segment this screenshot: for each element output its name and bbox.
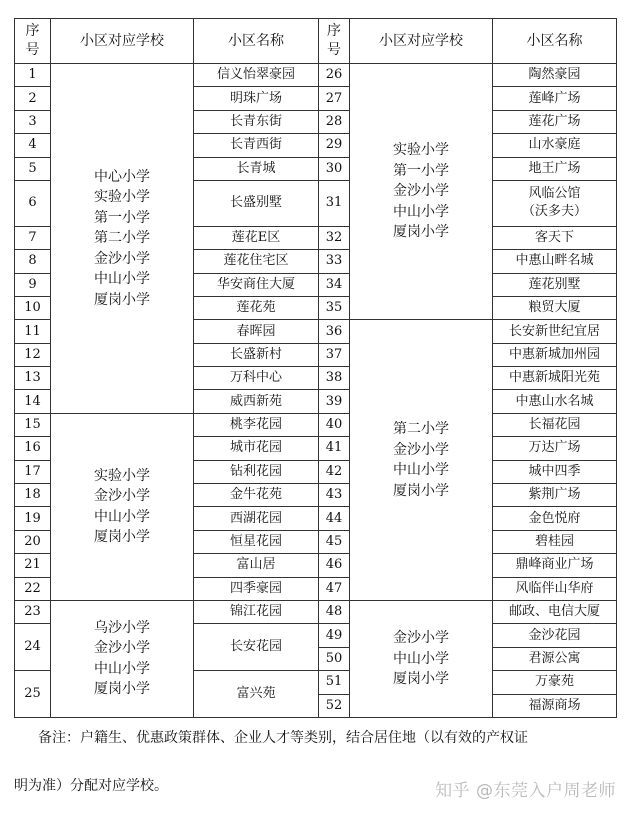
table-row [15, 413, 617, 436]
community-name: 长青城 [194, 157, 319, 180]
community-name: 长青东街 [194, 110, 319, 133]
row-number: 37 [319, 343, 350, 366]
community-name [493, 647, 617, 670]
community-name [493, 601, 617, 624]
footnote-line-1: 备注：户籍生、优惠政策群体、企业人才等类别，结合居住地（以有效的产权证 [38, 730, 528, 746]
school-name: 金沙小学 [393, 183, 449, 200]
table-body [15, 64, 617, 718]
row-number: 34 [319, 273, 350, 296]
row-number: 8 [15, 250, 51, 273]
row-number: 16 [15, 437, 51, 460]
footnote-line-2: 明为准）分配对应学校。 [14, 778, 168, 794]
row-number: 22 [15, 577, 51, 600]
community-name-text: 长福花园 [528, 417, 581, 433]
row-number: 47 [319, 577, 350, 600]
community-name [493, 64, 617, 87]
community-name [493, 367, 617, 390]
table-row [15, 601, 617, 624]
row-number: 11 [15, 320, 51, 343]
community-name [493, 437, 617, 460]
school-name: 厦岗小学 [94, 291, 150, 308]
community-name: 万科中心 [194, 367, 319, 390]
row-number: 10 [15, 296, 51, 319]
school-name: 中山小学 [393, 203, 449, 220]
header-school: 小区对应学校 [350, 19, 493, 64]
community-name: 华安商住大厦 [194, 273, 319, 296]
community-name: 明珠广场 [194, 87, 319, 110]
community-name: 莲花E区 [194, 226, 319, 249]
row-number: 21 [15, 554, 51, 577]
row-number: 49 [319, 624, 350, 647]
row-number: 45 [319, 530, 350, 553]
community-name-text: 鼎峰商业广场 [515, 557, 594, 573]
school-name: 厦岗小学 [393, 482, 449, 499]
row-number: 30 [319, 157, 350, 180]
community-name: 富兴苑 [194, 671, 319, 718]
community-name-text: 中惠山畔名城 [515, 253, 594, 269]
school-group [51, 64, 194, 414]
community-name: 锦江花园 [194, 601, 319, 624]
community-name [493, 343, 617, 366]
row-number: 40 [319, 413, 350, 436]
community-name [493, 250, 617, 273]
community-name-text: 莲峰广场 [528, 90, 581, 106]
school-name: 乌沙小学 [94, 619, 150, 636]
community-name [493, 577, 617, 600]
community-name-text: 邮政、电信大厦 [508, 604, 600, 620]
community-name [493, 413, 617, 436]
community-name [493, 296, 617, 319]
community-name [493, 180, 617, 226]
row-number: 4 [15, 134, 51, 157]
row-number: 29 [319, 134, 350, 157]
school-name: 第一小学 [94, 209, 150, 226]
school-name: 第一小学 [393, 162, 449, 179]
school-name: 第二小学 [393, 421, 449, 438]
community-name: 金牛花苑 [194, 484, 319, 507]
row-number: 6 [15, 180, 51, 226]
row-number: 38 [319, 367, 350, 390]
row-number: 9 [15, 273, 51, 296]
school-name: 厦岗小学 [94, 681, 150, 698]
header-community: 小区名称 [493, 19, 617, 64]
community-name-text: 风临伴山华府 [515, 580, 594, 596]
row-number: 44 [319, 507, 350, 530]
row-number: 17 [15, 460, 51, 483]
row-number: 42 [319, 460, 350, 483]
school-group [350, 320, 493, 601]
header-community: 小区名称 [194, 19, 319, 64]
community-name-text: 长安新世纪宜居 [508, 323, 600, 339]
row-number: 31 [319, 180, 350, 226]
header-index: 序 号 [319, 19, 350, 64]
school-name: 金沙小学 [94, 640, 150, 657]
community-name [493, 484, 617, 507]
community-name: 长盛新村 [194, 343, 319, 366]
community-name-text: 粮贸大厦 [528, 300, 581, 316]
row-number: 12 [15, 343, 51, 366]
header-index: 序 号 [15, 19, 51, 64]
school-group [350, 64, 493, 320]
table-row [15, 64, 617, 87]
community-name: 四季豪园 [194, 577, 319, 600]
row-number: 35 [319, 296, 350, 319]
community-name-text: 莲花广场 [528, 113, 581, 129]
school-name: 金沙小学 [393, 630, 449, 647]
school-name: 厦岗小学 [94, 529, 150, 546]
school-name: 中山小学 [393, 650, 449, 667]
row-number: 26 [319, 64, 350, 87]
row-number: 7 [15, 226, 51, 249]
community-name-text: 万达广场 [528, 440, 581, 456]
community-name: 长盛别墅 [194, 180, 319, 226]
community-name: 西湖花园 [194, 507, 319, 530]
community-name [493, 157, 617, 180]
community-name-text: 城中四季 [528, 463, 581, 479]
community-name-text: 陶然豪园 [528, 67, 581, 83]
community-name: 长青西街 [194, 134, 319, 157]
row-number: 5 [15, 157, 51, 180]
school-name: 中心小学 [94, 168, 150, 185]
row-number: 28 [319, 110, 350, 133]
community-name: 城市花园 [194, 437, 319, 460]
community-name [493, 390, 617, 413]
row-number: 51 [319, 671, 350, 694]
school-group [350, 601, 493, 718]
community-name: 信义怡翠豪园 [194, 64, 319, 87]
school-name: 厦岗小学 [393, 224, 449, 241]
community-name-text: 中惠新城加州园 [508, 346, 600, 362]
row-number: 46 [319, 554, 350, 577]
community-name [493, 320, 617, 343]
row-number: 48 [319, 601, 350, 624]
school-name: 金沙小学 [94, 488, 150, 505]
row-number: 3 [15, 110, 51, 133]
community-name [493, 110, 617, 133]
community-name-text: 风临公馆 [528, 186, 581, 202]
community-name: 长安花园 [194, 624, 319, 671]
row-number: 27 [319, 87, 350, 110]
table-header-row [15, 19, 617, 64]
community-name: 富山居 [194, 554, 319, 577]
community-name [493, 134, 617, 157]
community-name: 钻利花园 [194, 460, 319, 483]
row-number: 43 [319, 484, 350, 507]
community-name-text: 金沙花园 [528, 627, 581, 643]
community-name-text: 紫荆广场 [528, 487, 581, 503]
community-name-text: 中惠山水名城 [515, 393, 594, 409]
school-name: 金沙小学 [94, 250, 150, 267]
row-number: 23 [15, 601, 51, 624]
community-name-text: 福源商场 [528, 697, 581, 713]
community-name-text: 客天下 [534, 229, 574, 245]
school-name: 第二小学 [94, 230, 150, 247]
school-name: 厦岗小学 [393, 671, 449, 688]
community-name [493, 507, 617, 530]
community-name [493, 87, 617, 110]
community-name: 桃李花园 [194, 413, 319, 436]
school-name: 实验小学 [393, 142, 449, 159]
school-name: 金沙小学 [393, 441, 449, 458]
community-name-text: 中惠新城阳光苑 [508, 370, 600, 386]
community-name-text: 君源公寓 [528, 650, 581, 666]
community-name-note: （沃多夫） [521, 204, 587, 220]
school-name: 中山小学 [94, 508, 150, 525]
row-number: 19 [15, 507, 51, 530]
school-name: 实验小学 [94, 467, 150, 484]
community-name [493, 624, 617, 647]
row-number: 32 [319, 226, 350, 249]
header-school: 小区对应学校 [51, 19, 194, 64]
school-group [51, 601, 194, 718]
row-number: 1 [15, 64, 51, 87]
row-number: 25 [15, 671, 51, 718]
school-name: 中山小学 [393, 462, 449, 479]
row-number: 2 [15, 87, 51, 110]
school-allocation-table [14, 18, 617, 718]
school-name: 中山小学 [94, 271, 150, 288]
row-number: 24 [15, 624, 51, 671]
row-number: 18 [15, 484, 51, 507]
community-name [493, 530, 617, 553]
row-number: 50 [319, 647, 350, 670]
row-number: 15 [15, 413, 51, 436]
row-number: 41 [319, 437, 350, 460]
community-name-text: 万豪苑 [534, 674, 574, 690]
community-name: 莲花苑 [194, 296, 319, 319]
community-name-text: 碧桂园 [534, 534, 574, 550]
community-name [493, 273, 617, 296]
community-name: 莲花住宅区 [194, 250, 319, 273]
school-group [51, 413, 194, 600]
row-number: 39 [319, 390, 350, 413]
row-number: 33 [319, 250, 350, 273]
school-name: 实验小学 [94, 189, 150, 206]
community-name: 春晖园 [194, 320, 319, 343]
row-number: 14 [15, 390, 51, 413]
row-number: 52 [319, 694, 350, 717]
row-number: 20 [15, 530, 51, 553]
watermark: 知乎 @东莞入户周老师 [435, 781, 616, 801]
community-name [493, 460, 617, 483]
community-name [493, 671, 617, 694]
community-name-text: 金色悦府 [528, 510, 581, 526]
community-name [493, 694, 617, 717]
row-number: 36 [319, 320, 350, 343]
community-name [493, 554, 617, 577]
community-name-text: 地王广场 [528, 160, 581, 176]
community-name: 威西新苑 [194, 390, 319, 413]
community-name-text: 山水豪庭 [528, 137, 581, 153]
school-name: 中山小学 [94, 660, 150, 677]
community-name-text: 莲花别墅 [528, 276, 581, 292]
community-name [493, 226, 617, 249]
row-number: 13 [15, 367, 51, 390]
community-name: 恒星花园 [194, 530, 319, 553]
